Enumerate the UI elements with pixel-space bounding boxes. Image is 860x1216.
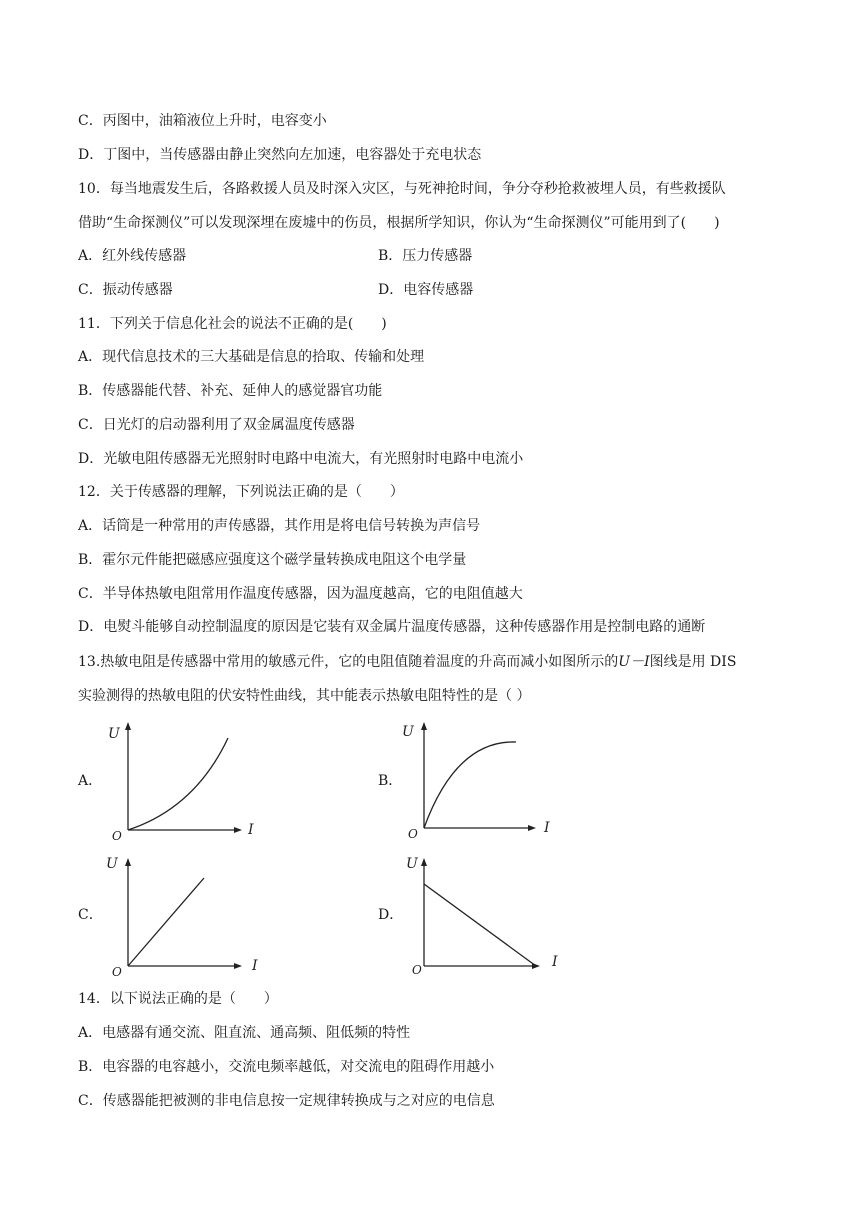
- q11-stem: 11．下列关于信息化社会的说法不正确的是( ): [78, 316, 387, 332]
- q10-stem-line1: 10．每当地震发生后，各路救援人员及时深入灾区，与死神抢时间，争分夺秒抢救被埋人员，有些救援队: [78, 181, 726, 197]
- q13-option-a-label: A．: [78, 773, 103, 789]
- q14-stem: 14．以下说法正确的是（ ）: [78, 991, 278, 1007]
- y-axis-arrow: [125, 858, 131, 866]
- q9-option-c: C．丙图中，油箱液位上升时，电容变小: [78, 113, 327, 129]
- y-axis-label: U: [106, 856, 118, 872]
- q13-graph-b: [396, 716, 556, 850]
- q12-option-b: B．霍尔元件能把磁感应强度这个磁学量转换成电阻这个电学量: [78, 552, 467, 568]
- q13-graph-a: [100, 716, 260, 850]
- y-axis-arrow: [421, 722, 427, 730]
- q13-stem-line1: [78, 652, 736, 672]
- curve-b: [424, 742, 516, 828]
- q10-option-a: A．红外线传感器: [78, 248, 187, 264]
- y-axis-label: U: [108, 726, 120, 742]
- q13-formula: U－I: [618, 654, 650, 670]
- x-axis-label: I: [552, 954, 558, 970]
- q10-option-b: B．压力传感器: [378, 248, 473, 264]
- q13-stem-line1-text-a: 13.热敏电阻是传感器中常用的敏感元件，它的电阻值随着温度的升高而减小如图所示的: [78, 654, 619, 670]
- q10-option-d: D．电容传感器: [378, 282, 474, 298]
- q10-stem-line2: 借助“生命探测仪”可以发现深埋在废墟中的伤员，根据所学知识，你认为“生命探测仪”可能用到了( ): [78, 215, 720, 231]
- q13-option-c-label: C．: [78, 907, 103, 923]
- origin-label: O: [408, 827, 418, 841]
- q14-option-b: B．电容器的电容越小，交流电频率越低，对交流电的阻碍作用越小: [78, 1059, 495, 1075]
- q12-option-c: C．半导体热敏电阻常用作温度传感器，因为温度越高，它的电阻值越大: [78, 586, 523, 602]
- q13-graph-d: [396, 850, 576, 984]
- q11-option-d: D．光敏电阻传感器无光照射时电路中电流大，有光照射时电路中电流小: [78, 451, 524, 467]
- x-axis-label: I: [252, 958, 258, 974]
- q9-option-d: D．丁图中，当传感器由静止突然向左加速，电容器处于充电状态: [78, 147, 482, 163]
- line-d: [424, 884, 536, 966]
- q14-option-c: C．传感器能把被测的非电信息按一定规律转换成与之对应的电信息: [78, 1093, 495, 1109]
- q13-option-b-label: B．: [378, 773, 403, 789]
- q11-option-b: B．传感器能代替、补充、延伸人的感觉器官功能: [78, 383, 383, 399]
- origin-label: O: [112, 829, 122, 843]
- x-axis-arrow: [234, 963, 242, 969]
- q14-option-a: A．电感器有通交流、阻直流、通高频、阻低频的特性: [78, 1025, 411, 1041]
- x-axis-label: I: [544, 820, 550, 836]
- y-axis-arrow: [125, 722, 131, 730]
- y-axis-label: U: [402, 724, 414, 740]
- curve-a: [128, 738, 228, 830]
- q13-stem-line1-text-b: 图线是用 DIS: [649, 654, 737, 670]
- q12-option-d: D．电熨斗能够自动控制温度的原因是它装有双金属片温度传感器，这种传感器作用是控制电路的通断: [78, 619, 706, 635]
- x-axis-arrow: [234, 827, 242, 833]
- y-axis-label: U: [406, 856, 418, 872]
- q13-stem-line2: 实验测得的热敏电阻的伏安特性曲线，其中能表示热敏电阻特性的是（ ）: [78, 688, 531, 704]
- q13-option-d-label: D．: [378, 907, 404, 923]
- q11-option-c: C．日光灯的启动器利用了双金属温度传感器: [78, 417, 355, 433]
- origin-label: O: [412, 963, 422, 977]
- line-c: [128, 878, 204, 966]
- q10-option-c: C．振动传感器: [78, 282, 173, 298]
- q13-graph-c: [100, 850, 260, 984]
- q11-option-a: A．现代信息技术的三大基础是信息的拾取、传输和处理: [78, 349, 425, 365]
- x-axis-arrow: [528, 825, 536, 831]
- origin-label: O: [112, 965, 122, 979]
- x-axis-label: I: [248, 822, 254, 838]
- q12-option-a: A．话筒是一种常用的声传感器，其作用是将电信号转换为声信号: [78, 518, 481, 534]
- q12-stem: 12．关于传感器的理解，下列说法正确的是（ ）: [78, 484, 404, 500]
- y-axis-arrow: [421, 858, 427, 866]
